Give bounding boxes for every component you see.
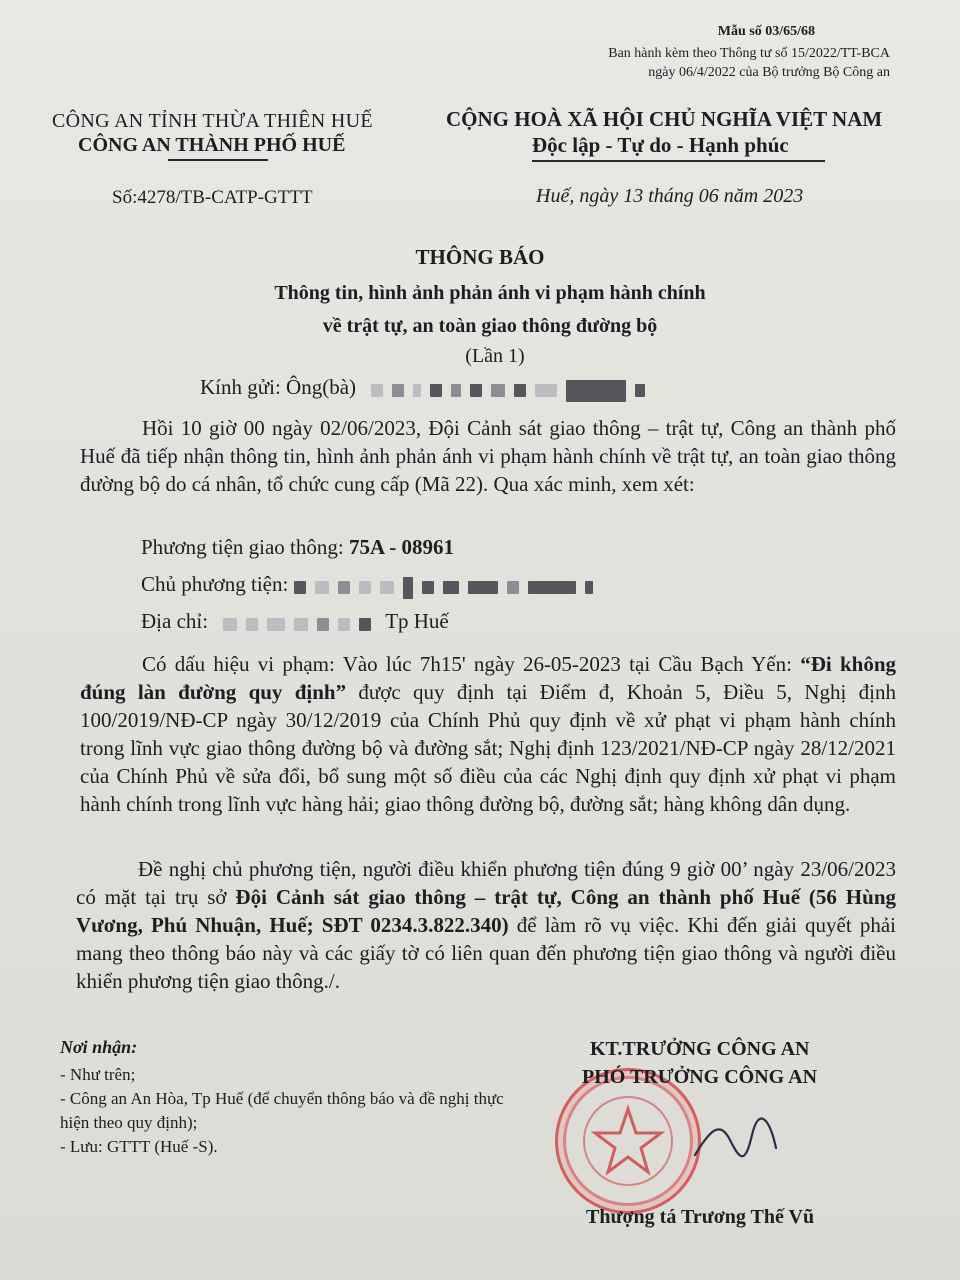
violation-intro: Có dấu hiệu vi phạm: Vào lúc 7h15' ngày 26-05-2023 tại Cầu Bạch Yến: bbox=[142, 652, 801, 676]
redacted-recipient-name bbox=[371, 377, 654, 402]
form-note-line1: Ban hành kèm theo Thông tư số 15/2022/TT-BCA bbox=[608, 46, 890, 61]
vehicle-label: Phương tiện giao thông: bbox=[141, 535, 344, 559]
document-number: Số:4278/TB-CATP-GTTT bbox=[112, 187, 313, 208]
signature-role-line2: PHÓ TRƯỞNG CÔNG AN bbox=[582, 1066, 818, 1088]
org-unit: CÔNG AN THÀNH PHỐ HUẾ bbox=[78, 134, 346, 156]
request-office: Đội Cảnh sát giao thông – trật tự, Công an thành phố Huế (56 Hùng Vương, Phú Nhuận, Huế; SĐT 0234.3.822.340) bbox=[76, 885, 897, 937]
form-code: Mẫu số 03/65/68 bbox=[717, 24, 815, 39]
paragraph-request bbox=[76, 855, 896, 995]
notice-round: (Lần 1) bbox=[465, 345, 525, 367]
request-rest: để làm rõ vụ việc. Khi đến giải quyết phải mang theo thông báo này và các giấy tờ có liên quan đến phương tiện giao thông và người điều khiển phương tiện giao thông./. bbox=[76, 913, 896, 993]
signer-name: Thượng tá Trương Thế Vũ bbox=[586, 1206, 815, 1228]
address-city: Tp Huế bbox=[385, 609, 449, 633]
document-subtitle bbox=[0, 277, 960, 343]
seal-star-icon bbox=[558, 1071, 698, 1211]
address-label: Địa chỉ: bbox=[141, 609, 209, 633]
signature-role-line1: KT.TRƯỞNG CÔNG AN bbox=[590, 1038, 810, 1060]
redacted-owner-name bbox=[294, 574, 602, 599]
violation-legal-basis: được quy định tại Điểm đ, Khoản 5, Điều 5, Nghị định 100/2019/NĐ-CP ngày 30/12/2019 của Chính Phủ quy định về xử phạt vi phạm hành chính trong lĩnh vực giao thông đường bộ và đường sắt; Nghị định 123/2021/NĐ-CP ngày 28/12/2021 của Chính Phủ về sửa đổi, bổ sung một số điều của các Nghị định quy định xử phạt vi phạm hành chính trong lĩnh vực hàng hải; giao thông đường bộ, đường sắt; hàng không dân dụng. bbox=[80, 680, 896, 816]
form-note bbox=[608, 44, 890, 82]
subtitle-line1: Thông tin, hình ảnh phản ánh vi phạm hành chính bbox=[274, 282, 706, 304]
subtitle-line2: về trật tự, an toàn giao thông đường bộ bbox=[322, 315, 658, 337]
recipients-list bbox=[60, 1063, 510, 1159]
org-parent: CÔNG AN TỈNH THỪA THIÊN HUẾ bbox=[52, 110, 373, 132]
official-seal-stamp bbox=[555, 1068, 701, 1214]
salutation bbox=[200, 375, 654, 402]
vehicle-field bbox=[141, 535, 454, 560]
national-motto: Độc lập - Tự do - Hạnh phúc bbox=[532, 133, 789, 157]
salutation-label: Kính gửi: Ông(bà) bbox=[200, 375, 357, 399]
motto-underline bbox=[532, 160, 825, 162]
request-intro: Đề nghị chủ phương tiện, người điều khiển phương tiện đúng 9 giờ 00’ ngày 23/06/2023 có mặt tại trụ sở bbox=[76, 857, 896, 909]
recipients-title: Nơi nhận: bbox=[60, 1037, 138, 1057]
document-title: THÔNG BÁO bbox=[415, 245, 545, 269]
recipient-item: - Công an An Hòa, Tp Huế (để chuyển thông báo và đề nghị thực hiện theo quy định); bbox=[60, 1089, 504, 1132]
paragraph-intro: Hồi 10 giờ 00 ngày 02/06/2023, Đội Cảnh sát giao thông – trật tự, Công an thành phố Huế đã tiếp nhận thông tin, hình ảnh phản ánh vi phạm hành chính về trật tự, an toàn giao thông đường bộ do cá nhân, tổ chức cung cấp (Mã 22). Qua xác minh, xem xét: bbox=[80, 416, 896, 496]
place-date: Huế, ngày 13 tháng 06 năm 2023 bbox=[536, 185, 804, 207]
form-note-line2: ngày 06/4/2022 của Bộ trưởng Bộ Công an bbox=[648, 65, 890, 80]
handwritten-signature bbox=[690, 1110, 780, 1170]
owner-field bbox=[141, 572, 602, 599]
paragraph-violation bbox=[80, 650, 896, 818]
vehicle-plate: 75A - 08961 bbox=[348, 535, 454, 559]
org-underline bbox=[168, 159, 268, 161]
recipient-item: - Như trên; bbox=[60, 1065, 136, 1084]
national-title: CỘNG HOÀ XÃ HỘI CHỦ NGHĨA VIỆT NAM bbox=[446, 107, 883, 131]
recipient-item: - Lưu: GTTT (Huế -S). bbox=[60, 1137, 218, 1156]
violation-offense: “Đi không đúng làn đường quy định” bbox=[80, 652, 896, 704]
address-field bbox=[141, 609, 449, 636]
owner-label: Chủ phương tiện: bbox=[141, 572, 289, 596]
redacted-address bbox=[223, 611, 380, 636]
